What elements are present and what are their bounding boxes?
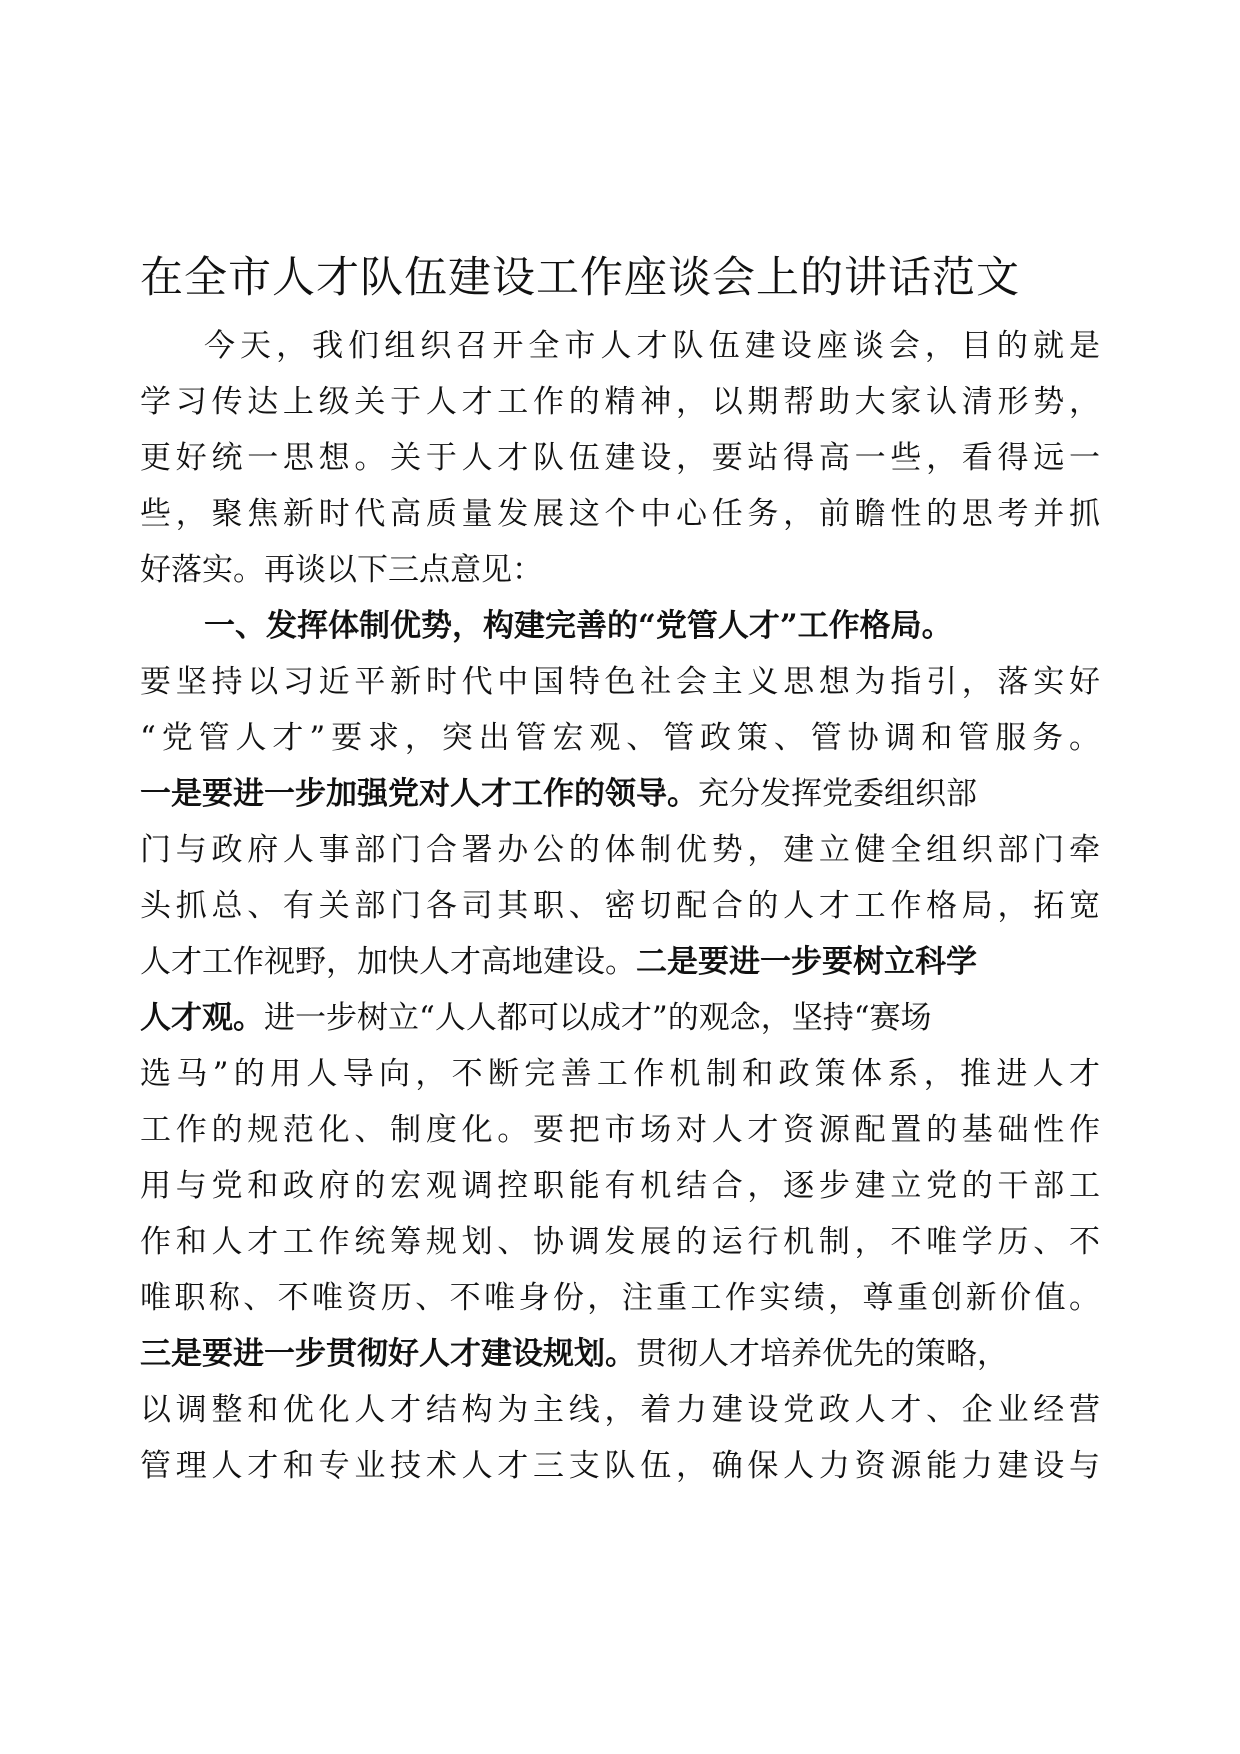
paragraph-line: 些，聚焦新时代高质量发展这个中心任务，前瞻性的思考并抓	[140, 496, 1100, 532]
paragraph-line	[140, 990, 1100, 1046]
paragraph-line: 今天，我们组织召开全市人才队伍建设座谈会，目的就是	[204, 328, 1100, 364]
paragraph-line	[140, 1326, 1100, 1382]
paragraph-line: 选马”的用人导向，不断完善工作机制和政策体系，推进人才	[140, 1056, 1100, 1092]
point-heading: 二是要进一步要树立科学	[636, 944, 977, 980]
paragraph-line: 管理人才和专业技术人才三支队伍，确保人力资源能力建设与	[140, 1448, 1100, 1484]
point-text: 人才工作视野，加快人才高地建设。	[140, 944, 636, 980]
paragraph-line: 以调整和优化人才结构为主线，着力建设党政人才、企业经营	[140, 1392, 1100, 1428]
paragraph-line: 头抓总、有关部门各司其职、密切配合的人才工作格局，拓宽	[140, 888, 1100, 924]
point-text: 进一步树立“人人都可以成才”的观念，坚持“赛场	[264, 1000, 932, 1036]
point-heading: 三是要进一步贯彻好人才建设规划。	[140, 1336, 636, 1372]
paragraph-line: 好落实。再谈以下三点意见：	[140, 552, 543, 588]
paragraph-line: 工作的规范化、制度化。要把市场对人才资源配置的基础性作	[140, 1112, 1100, 1148]
paragraph-line: 唯职称、不唯资历、不唯身份，注重工作实绩，尊重创新价值。	[140, 1280, 1100, 1316]
section-heading: 一、发挥体制优势，构建完善的“党管人才”工作格局。	[204, 608, 953, 644]
paragraph-line: 用与党和政府的宏观调控职能有机结合，逐步建立党的干部工	[140, 1168, 1100, 1204]
document-title: 在全市人才队伍建设工作座谈会上的讲话范文	[140, 253, 1020, 303]
paragraph-line: 门与政府人事部门合署办公的体制优势，建立健全组织部门牵	[140, 832, 1100, 868]
point-text: 贯彻人才培养优先的策略，	[636, 1336, 1008, 1372]
paragraph-line: 要坚持以习近平新时代中国特色社会主义思想为指引，落实好	[140, 664, 1100, 700]
paragraph-line	[140, 934, 1100, 990]
point-heading: 一是要进一步加强党对人才工作的领导。	[140, 776, 698, 812]
point-text: 充分发挥党委组织部	[698, 776, 977, 812]
paragraph-line: 作和人才工作统筹规划、协调发展的运行机制，不唯学历、不	[140, 1224, 1100, 1260]
paragraph-line: 更好统一思想。关于人才队伍建设，要站得高一些，看得远一	[140, 440, 1100, 476]
paragraph-line	[140, 766, 1100, 822]
paragraph-line: “党管人才”要求，突出管宏观、管政策、管协调和管服务。	[140, 720, 1100, 756]
paragraph-line: 学习传达上级关于人才工作的精神，以期帮助大家认清形势，	[140, 384, 1100, 420]
point-heading: 人才观。	[140, 1000, 264, 1036]
